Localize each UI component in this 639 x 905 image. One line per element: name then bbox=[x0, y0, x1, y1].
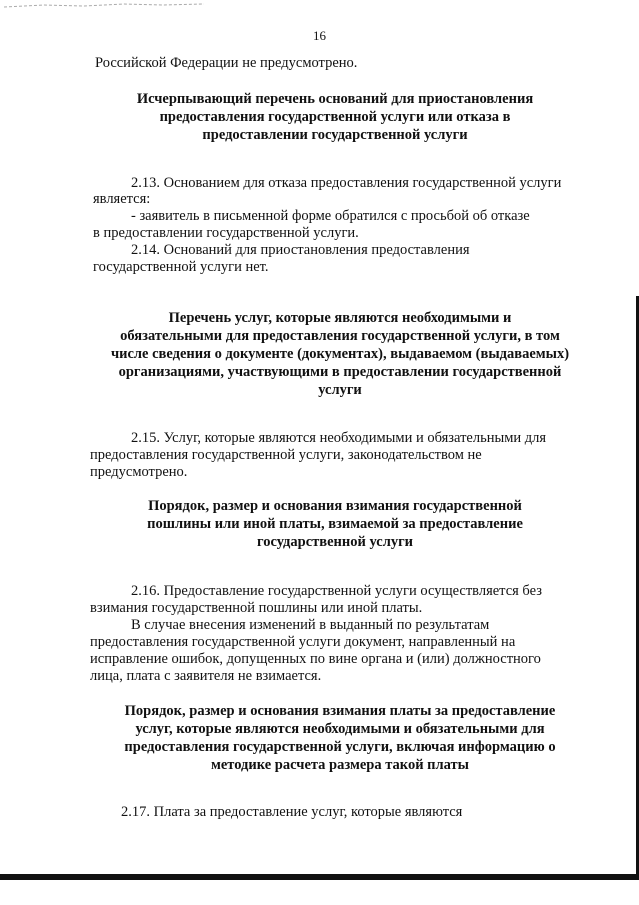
section-heading-line: услуги bbox=[318, 382, 362, 398]
text-line: - заявитель в письменной форме обратился с просьбой об отказе bbox=[131, 208, 530, 224]
text-line: Российской Федерации не предусмотрено. bbox=[95, 55, 358, 71]
text-line: 2.17. Плата за предоставление услуг, которые являются bbox=[121, 804, 463, 820]
section-heading-line: услуг, которые являются необходимыми и обязательными для bbox=[135, 721, 545, 737]
text-line: 2.16. Предоставление государственной услуги осуществляется без bbox=[131, 583, 542, 599]
text-line: предоставления государственной услуги документ, направленный на bbox=[90, 634, 516, 650]
text-line: взимания государственной пошлины или иной платы. bbox=[90, 600, 423, 616]
text-line: 2.13. Основанием для отказа предоставления государственной услуги bbox=[131, 175, 562, 191]
scan-bottom-bar bbox=[0, 874, 639, 880]
section-heading-line: предоставления государственной услуги, включая информацию о bbox=[124, 739, 556, 755]
section-heading-line: предоставлении государственной услуги bbox=[202, 127, 468, 143]
text-line: предоставления государственной услуги, законодательством не bbox=[90, 447, 482, 463]
text-line: предусмотрено. bbox=[90, 464, 188, 480]
section-heading-line: пошлины или иной платы, взимаемой за предоставление bbox=[147, 516, 523, 532]
section-heading-line: методике расчета размера такой платы bbox=[210, 757, 469, 773]
section-heading-line: Порядок, размер и основания взимания государственной bbox=[148, 498, 522, 514]
section-heading-line: Исчерпывающий перечень оснований для приостановления bbox=[136, 91, 534, 107]
text-line: В случае внесения изменений в выданный по результатам bbox=[131, 617, 490, 633]
text-line: в предоставлении государственной услуги. bbox=[93, 225, 359, 241]
text-line: 2.15. Услуг, которые являются необходимыми и обязательными для bbox=[131, 430, 547, 446]
scan-artifact-mark bbox=[4, 2, 204, 10]
page-number: 16 bbox=[313, 28, 326, 43]
section-heading-line: государственной услуги bbox=[256, 534, 414, 550]
section-heading-line: обязательными для предоставления государственной услуги, в том bbox=[120, 328, 560, 344]
text-line: лица, плата с заявителя не взимается. bbox=[90, 668, 322, 684]
section-heading-line: предоставления государственной услуги или отказа в bbox=[159, 109, 511, 125]
section-heading-line: числе сведения о документе (документах), выдаваемом (выдаваемых) bbox=[110, 346, 570, 362]
section-heading-line: организациями, участвующими в предоставлении государственной bbox=[118, 364, 562, 380]
section-heading-line: Перечень услуг, которые являются необходимыми и bbox=[168, 310, 512, 326]
text-line: является: bbox=[93, 191, 151, 207]
text-line: государственной услуги нет. bbox=[93, 259, 269, 275]
text-line: исправление ошибок, допущенных по вине органа и (или) должностного bbox=[90, 651, 541, 667]
text-line: 2.14. Оснований для приостановления предоставления bbox=[131, 242, 470, 258]
section-heading-line: Порядок, размер и основания взимания платы за предоставление bbox=[124, 703, 556, 719]
